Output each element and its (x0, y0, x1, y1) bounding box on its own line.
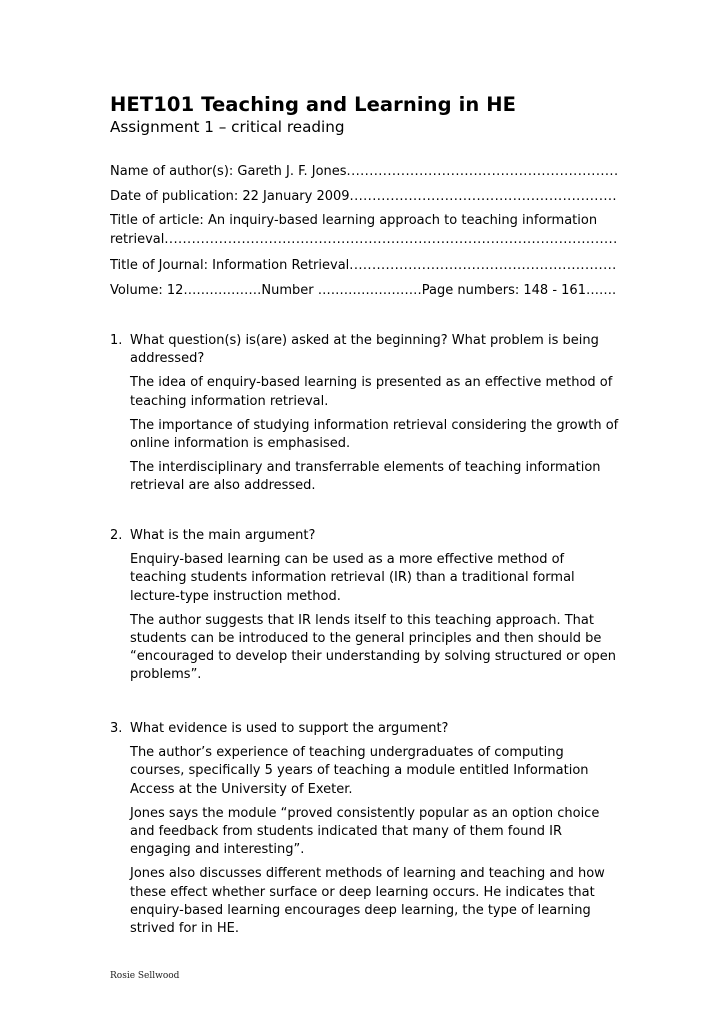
answer-paragraph: The author suggests that IR lends itself to this teaching approach. That students can be introduced to the general principles and then should be “encouraged to develop their understanding by solving structured or open problems”. (130, 612, 616, 683)
author-field (110, 162, 618, 181)
answer-paragraph: The interdisciplinary and transferrable elements of teaching information retrieval are also addressed. (130, 460, 601, 494)
question-block-2 (110, 527, 620, 685)
leader-dots (347, 162, 618, 181)
document-title: HET101 Teaching and Learning in HE (110, 93, 517, 116)
leader-dots (164, 230, 618, 249)
article-text-line1: Title of article: An inquiry-based learning approach to teaching information (110, 213, 598, 228)
answer-paragraph: Jones also discusses different methods of learning and teaching and how these effect whether surface or deep learning occurs. He indicates that enquiry-based learning encourages deep learning, the type of learning strived for in HE. (130, 866, 605, 937)
question-number: 2. (110, 528, 123, 543)
journal-text: Title of Journal: Information Retrieval (110, 258, 350, 273)
question-text: What is the main argument? (130, 528, 316, 543)
date-field (110, 187, 618, 206)
answer-paragraph: The author’s experience of teaching undergraduates of computing courses, specifically 5 years of teaching a module entitled Information Access at the University of Exeter. (130, 745, 589, 797)
article-field (110, 211, 618, 249)
footer-author: Rosie Sellwood (110, 971, 180, 981)
question-text: What question(s) is(are) asked at the beginning? What problem is being addressed? (130, 333, 599, 367)
leader-dots (350, 187, 618, 206)
question-number: 3. (110, 721, 123, 736)
question-text: What evidence is used to support the argument? (130, 721, 449, 736)
article-text-line2: retrieval (110, 232, 165, 247)
volume-text: Volume: 12………………Number ……………………Page numbers: 148 - 161……. (110, 283, 617, 298)
journal-field (110, 256, 618, 275)
author-text: Name of author(s): Gareth J. F. Jones (110, 164, 347, 179)
answer-paragraph: The idea of enquiry-based learning is presented as an effective method of teaching information retrieval. (130, 375, 613, 409)
answer-paragraph: Jones says the module “proved consistently popular as an option choice and feedback from students indicated that many of them found IR engaging and interesting”. (130, 805, 600, 858)
question-number: 1. (110, 333, 123, 348)
answer-paragraph: The importance of studying information retrieval considering the growth of online information is emphasised. (130, 417, 619, 452)
document-subtitle: Assignment 1 – critical reading (110, 118, 345, 136)
question-block-3 (110, 720, 620, 938)
volume-field (110, 281, 618, 300)
answer-paragraph: Enquiry-based learning can be used as a more effective method of teaching students information retrieval (IR) than a traditional formal lecture-type instruction method. (130, 552, 575, 604)
leader-dots (349, 256, 618, 275)
question-block-1 (110, 332, 620, 496)
date-text: Date of publication: 22 January 2009 (110, 189, 350, 204)
